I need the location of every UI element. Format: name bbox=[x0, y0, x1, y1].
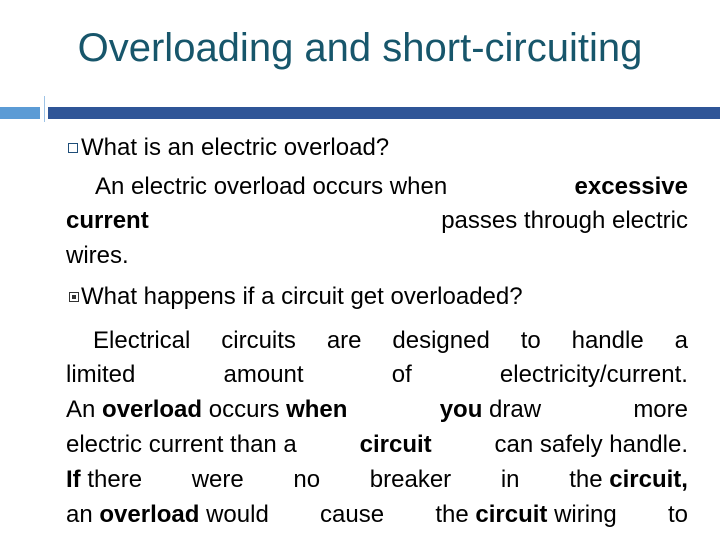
question-2: What happens if a circuit get overloaded? bbox=[81, 283, 523, 310]
answer-2-line-1 bbox=[93, 327, 688, 355]
word: cause bbox=[320, 501, 385, 528]
bold-word: circuit bbox=[475, 501, 548, 528]
hollow-square-bullet-icon bbox=[68, 143, 78, 153]
bold-word: If bbox=[66, 466, 81, 493]
word: amount bbox=[223, 361, 304, 388]
word-group bbox=[66, 396, 347, 424]
answer-2-line-4 bbox=[66, 431, 688, 459]
word-group bbox=[435, 501, 616, 529]
bold-word: you bbox=[439, 396, 483, 423]
answer-1-line-2 bbox=[66, 207, 688, 235]
word-group: electric current than a bbox=[66, 431, 297, 458]
word-group bbox=[440, 396, 541, 424]
answer-2-line-3 bbox=[66, 396, 688, 424]
word: an bbox=[66, 501, 93, 528]
word-group bbox=[66, 466, 142, 494]
word-group bbox=[66, 501, 269, 529]
answer-1-text: An electric overload occurs when bbox=[95, 173, 448, 200]
word: occurs bbox=[208, 396, 280, 423]
header-divider-vertical bbox=[44, 96, 45, 122]
bold-word: overload bbox=[99, 501, 200, 528]
bold-word: overload bbox=[102, 396, 203, 423]
header-bar-accent-left bbox=[0, 107, 40, 119]
answer-2-line-5 bbox=[66, 466, 688, 494]
answer-2-line-6 bbox=[66, 501, 688, 529]
word: Electrical bbox=[93, 327, 191, 354]
word: An bbox=[66, 396, 96, 423]
bold-word: when bbox=[286, 396, 348, 423]
word: handle bbox=[571, 327, 644, 354]
slide-title: Overloading and short-circuiting bbox=[77, 26, 643, 70]
answer-1-line-3: wires. bbox=[66, 242, 129, 269]
word: wiring bbox=[554, 501, 617, 528]
word: circuits bbox=[221, 327, 296, 354]
answer-1-bold-term: current bbox=[66, 207, 149, 234]
answer-2-line-2 bbox=[66, 361, 688, 389]
bold-word: circuit bbox=[359, 431, 432, 458]
word: electricity/current. bbox=[499, 361, 688, 388]
bold-word: circuit, bbox=[609, 466, 688, 493]
word: designed bbox=[392, 327, 490, 354]
word: were bbox=[191, 466, 244, 493]
word: are bbox=[326, 327, 362, 354]
header-bar-accent-right bbox=[48, 107, 720, 119]
word: more bbox=[633, 396, 688, 423]
word: draw bbox=[489, 396, 542, 423]
word: to bbox=[520, 327, 541, 354]
answer-1-line-1 bbox=[95, 173, 688, 201]
word: of bbox=[391, 361, 412, 388]
word: would bbox=[206, 501, 269, 528]
question-1: What is an electric overload? bbox=[81, 134, 390, 161]
filled-square-bullet-icon bbox=[69, 292, 79, 302]
word: there bbox=[87, 466, 143, 493]
word: a bbox=[674, 327, 688, 354]
answer-1-bold-term: excessive bbox=[574, 173, 688, 200]
word: limited bbox=[66, 361, 136, 388]
word-group: can safely handle. bbox=[494, 431, 688, 458]
word: the bbox=[435, 501, 469, 528]
word: in bbox=[500, 466, 520, 493]
answer-1-text: passes through electric bbox=[441, 207, 688, 234]
word: to bbox=[667, 501, 688, 528]
word-group bbox=[569, 466, 688, 494]
word: no bbox=[293, 466, 321, 493]
word: the bbox=[569, 466, 603, 493]
word: breaker bbox=[369, 466, 452, 493]
